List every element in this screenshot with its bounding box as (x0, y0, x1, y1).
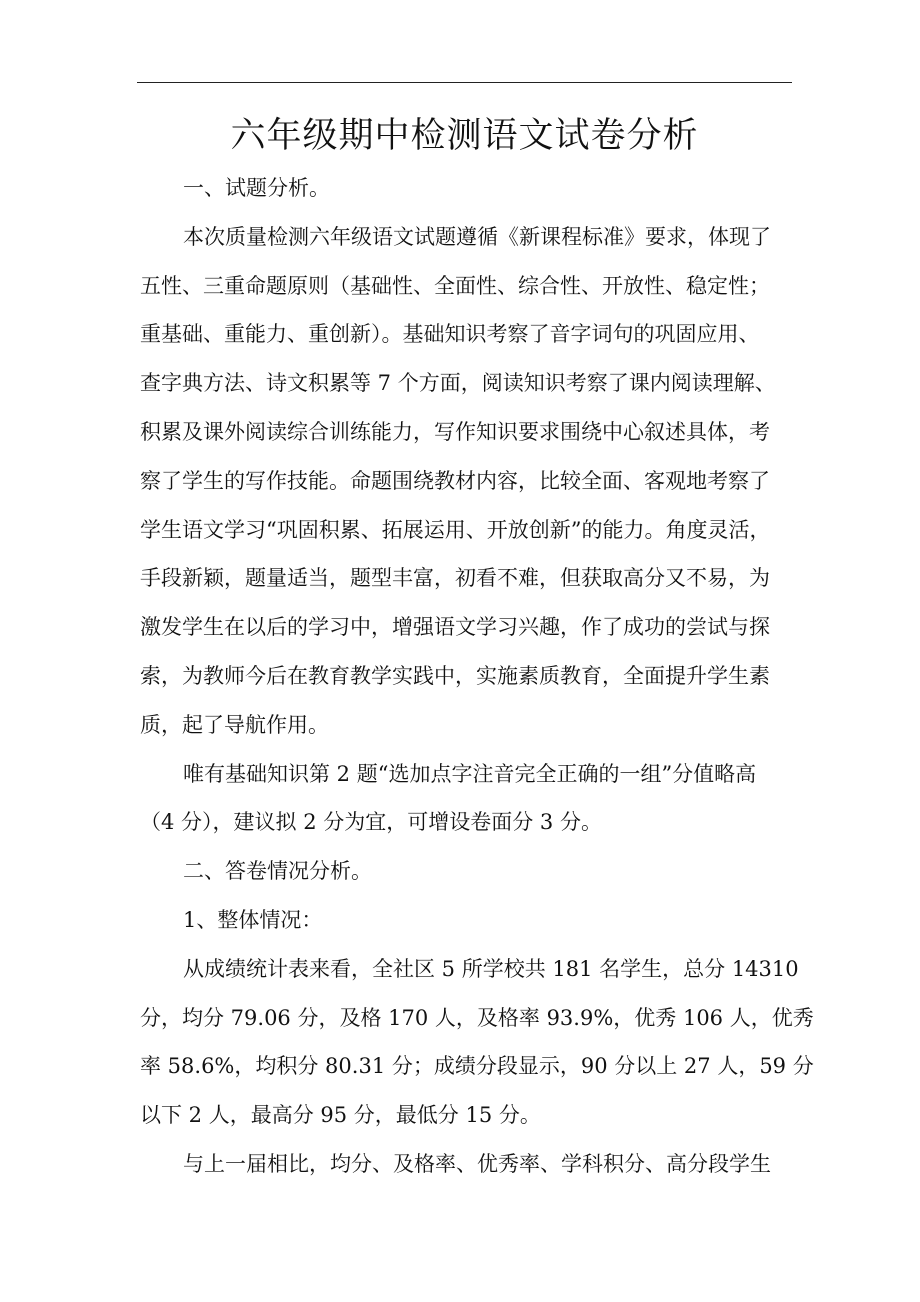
text-line: 查字典方法、诗文积累等 7 个方面，阅读知识考察了课内阅读理解、 (140, 371, 776, 396)
text-line: 从成绩统计表来看，全社区 5 所学校共 181 名学生，总分 14310 (183, 956, 799, 981)
text-line: 积累及课外阅读综合训练能力，写作知识要求围绕中心叙述具体，考 (140, 419, 770, 444)
text-line: 二、答卷情况分析。 (183, 859, 372, 884)
header-rule (137, 82, 792, 83)
text-line: 学生语文学习“巩固积累、拓展运用、开放创新”的能力。角度灵活， (140, 517, 771, 542)
text-line: 率 58.6%，均积分 80.31 分；成绩分段显示，90 分以上 27 人，59 分 (140, 1054, 814, 1079)
text-line: 以下 2 人，最高分 95 分，最低分 15 分。 (140, 1103, 541, 1128)
text-line: 与上一届相比，均分、及格率、优秀率、学科积分、高分段学生 (183, 1151, 771, 1176)
text-line: 激发学生在以后的学习中，增强语文学习兴趣，作了成功的尝试与探 (140, 615, 770, 640)
text-line: 一、试题分析。 (183, 176, 330, 200)
text-line: 质，起了导航作用。 (140, 712, 329, 737)
text-line: 本次质量检测六年级语文试题遵循《新课程标准》要求，体现了 (183, 224, 771, 249)
text-line: 五性、三重命题原则（基础性、全面性、综合性、开放性、稳定性； (140, 273, 770, 298)
text-line: 1、整体情况： (183, 907, 323, 932)
text-line: 手段新颖，题量适当，题型丰富，初看不难，但获取高分又不易，为 (140, 566, 770, 591)
text-line: （4 分），建议拟 2 分为宜，可增设卷面分 3 分。 (140, 810, 602, 835)
page-title: 六年级期中检测语文试卷分析 (230, 116, 699, 156)
text-line: 唯有基础知识第 2 题“选加点字注音完全正确的一组”分值略高 (183, 761, 757, 786)
text-line: 索，为教师今后在教育教学实践中，实施素质教育，全面提升学生素 (140, 663, 770, 688)
text-line: 重基础、重能力、重创新）。基础知识考察了音字词句的巩固应用、 (140, 322, 760, 347)
text-line: 分，均分 79.06 分，及格 170 人，及格率 93.9%，优秀 106 人，优秀 (140, 1005, 814, 1030)
document-body (140, 164, 814, 1189)
text-line: 察了学生的写作技能。命题围绕教材内容，比较全面、客观地考察了 (140, 468, 770, 493)
